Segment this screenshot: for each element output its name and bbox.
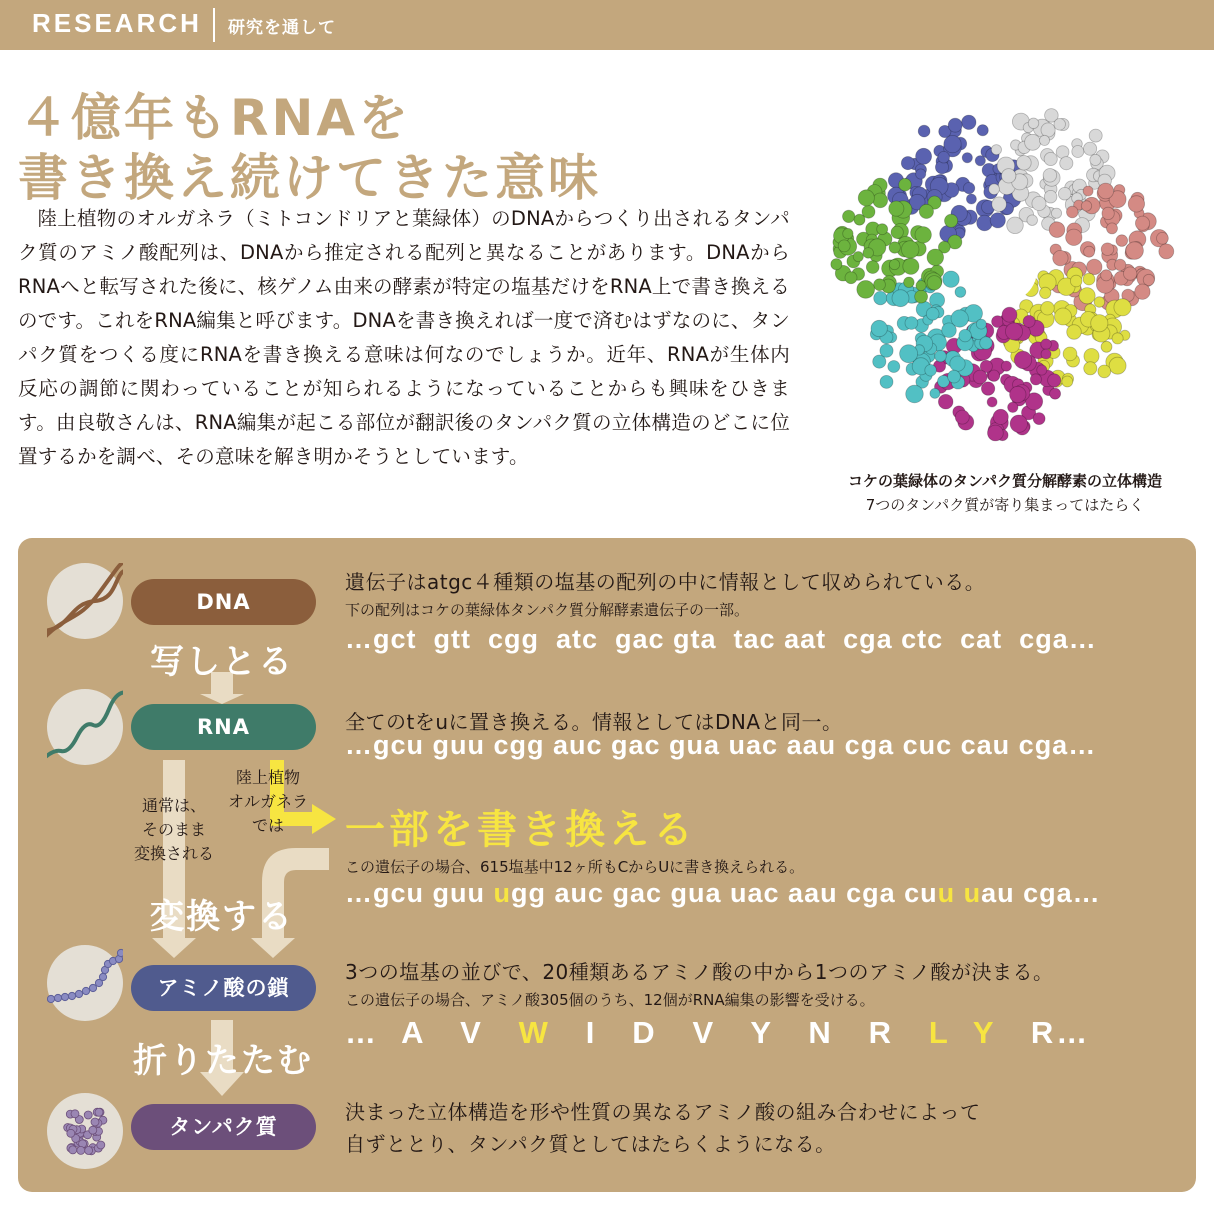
rna-description: 全てのtをuに置き換える。情報としてはDNAと同一。 — [345, 710, 843, 734]
amino-bead — [75, 990, 82, 997]
amino-bead — [68, 992, 75, 999]
verb-transcribe: 写しとる — [150, 642, 294, 682]
protein-icon — [47, 1093, 123, 1169]
rna-sequence: …gcu guu cgg auc gac gua uac aau cga cuc cau cga… — [345, 730, 1097, 760]
seq-part: I D V Y N R — [550, 1015, 929, 1050]
amino-description: 3つの塩基の並びで、20種類あるアミノ酸の中から1つのアミノ酸が決まる。 — [345, 960, 1054, 984]
protein-bead — [71, 1110, 79, 1118]
protein-bead — [91, 1118, 99, 1126]
protein-bead — [67, 1129, 75, 1137]
edited-base: u — [937, 878, 956, 908]
note-normal-line: 通常は、 — [141, 796, 206, 815]
stage-dna: DNA — [131, 579, 316, 625]
protein-bead — [77, 1146, 85, 1154]
amino-bead — [54, 994, 61, 1001]
seq-part: au cga… — [981, 878, 1101, 908]
stage-rna: RNA — [131, 704, 316, 750]
body-text: 陸上植物のオルガネラ（ミトコンドリアと葉緑体）のDNAからつくり出されるタンパク質のアミノ酸配列は、DNAから推定される配列と異なることがあります。DNAからRNAへと転写された後に、核ゲノム由来の酵素が特定の塩基だけをRNA上で書き換えるのです。これをRNA編集と呼びます。DNAを書き換えれば一度で済むはずなのに、タンパク質をつくる度にRNAを書き換える意味は何なのでしょうか。近年、RNAが生体内反応の調節に関わっていることが知られるようになっていることからも興味をひきます。由良敬さんは、RNA編集が起こる部位が翻訳後のタンパク質の立体構造のどこに位置するかを調べ、その意味を解き明かそうとしています。 — [18, 207, 790, 468]
seq-part: … A V — [345, 1015, 519, 1050]
title-line-2: 書き換え続けてきた意味 — [18, 149, 601, 207]
amino-bead — [61, 993, 68, 1000]
protein-bead — [89, 1126, 97, 1134]
dna-helix-icon — [47, 563, 123, 639]
note-normal — [124, 794, 224, 866]
figure-caption: コケの葉緑体のタンパク質分解酵素の立体構造 — [848, 472, 1162, 490]
verb-fold: 折りたたむ — [133, 1041, 313, 1081]
amino-bead — [99, 973, 106, 980]
amino-bead — [89, 984, 96, 991]
seq-part — [955, 878, 964, 908]
amino-bead — [117, 949, 123, 956]
note-normal-line: そのまま — [141, 820, 206, 839]
protein-bead — [85, 1147, 93, 1155]
dna-sequence: …gct gtt cgg atc gac gta tac aat cga ctc cat cga… — [345, 624, 1097, 654]
rna-edit-heading: 一部を書き換える — [345, 807, 697, 853]
verb-convert: 変換する — [150, 897, 294, 937]
seq-part: R… — [996, 1015, 1091, 1050]
stage-amino-acid-chain: アミノ酸の鎖 — [131, 965, 316, 1011]
edited-base: u — [493, 878, 511, 908]
note-plant-line: では — [251, 816, 284, 835]
protein-bead — [84, 1111, 92, 1119]
amino-chain-icon — [47, 945, 123, 1021]
stage-protein: タンパク質 — [131, 1104, 316, 1150]
note-normal-line: 変換される — [133, 844, 214, 863]
edited-residue: Y — [972, 1015, 997, 1050]
amino-acid-sequence — [345, 1015, 1090, 1051]
dna-sequence-note: 下の配列はコケの葉緑体タンパク質分解酵素遺伝子の一部。 — [345, 601, 749, 619]
edited-base: u — [963, 878, 982, 908]
protein-bead — [95, 1108, 103, 1116]
edited-rna-sequence — [345, 878, 1101, 909]
edited-residue: W — [518, 1015, 551, 1050]
note-plant-line: オルガネラ — [227, 792, 308, 811]
seq-part — [950, 1015, 973, 1050]
seq-part: gg auc gac gua uac aau cga cu — [510, 878, 938, 908]
section-subtitle: 研究を通して — [228, 18, 336, 38]
amino-note: この遺伝子の場合、アミノ酸305個のうち、12個がRNA編集の影響を受ける。 — [345, 991, 875, 1009]
amino-bead — [82, 987, 89, 994]
amino-bead — [47, 995, 54, 1002]
section-label: RESEARCH — [32, 8, 202, 38]
rna-strand-icon — [47, 689, 123, 765]
protein-description-line-1: 決まった立体構造を形や性質の異なるアミノ酸の組み合わせによって — [345, 1100, 981, 1124]
dna-description: 遺伝子はatgc４種類の塩基の配列の中に情報として収められている。 — [345, 570, 986, 594]
note-plant-line: 陸上植物 — [235, 768, 300, 787]
note-plant-organelle — [220, 766, 316, 838]
figure-subcaption: 7つのタンパク質が寄り集まってはたらく — [865, 496, 1145, 514]
title-line-1: ４億年もRNAを — [18, 89, 412, 147]
rna-edit-note: この遺伝子の場合、615塩基中12ヶ所もCからUに書き換えられる。 — [345, 858, 805, 876]
protein-description-line-2: 自ずととり、タンパク質としてはたらくようになる。 — [345, 1132, 836, 1156]
protein-bead — [97, 1141, 105, 1149]
seq-part: …gcu guu — [345, 878, 494, 908]
edited-residue: L — [928, 1015, 951, 1050]
protein-bead — [69, 1146, 77, 1154]
